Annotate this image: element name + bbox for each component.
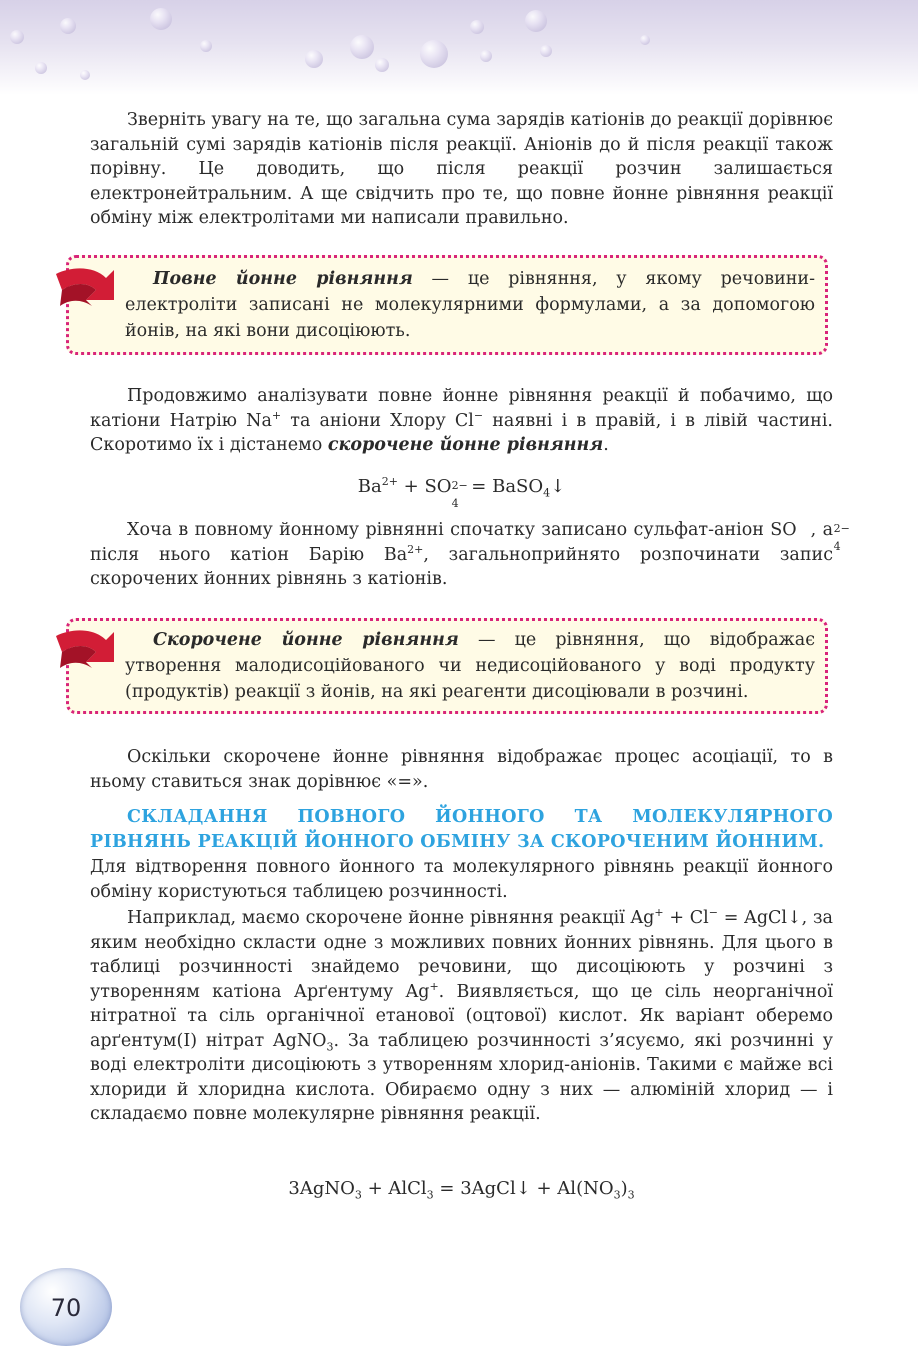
red-arrow-icon (52, 622, 122, 678)
section-heading: СКЛАДАННЯ ПОВНОГО ЙОННОГО ТА МОЛЕКУЛЯРНОГО РІВНЯНЬ РЕАКЦІЙ ЙОННОГО ОБМІНУ ЗА СКОРОЧЕНИМ ЙОННИМ. (90, 807, 833, 852)
definition-full-ionic-equation (66, 255, 828, 355)
definition-term: Повне йонне рівняння (153, 269, 413, 289)
definition-text (125, 266, 815, 344)
header-bubbles-decoration (0, 0, 918, 95)
paragraph-cation-first: Хоча в повному йонному рівнянні спочатку записано сульфат-аніон SO 2− 4 , а після нього катіон Барію $Ba^{2+}$, загальноприйнято розпочинати запис скорочених йонних рівнянь з катіонів. (90, 520, 850, 589)
red-arrow-icon (52, 260, 122, 316)
equation-short-ionic: $Ba^{2+}$ + SO 2− 4 = BaSO$_4$↓ (357, 475, 566, 510)
definition-text (125, 627, 815, 705)
definition-body: — це рівняння, у якому речовини-електроліти записані не молекулярними формулами, а за допомогою йонів, на які вони дисоціюють. (125, 269, 815, 341)
paragraph-charges: Зверніть увагу на те, що загальна сума зарядів катіонів до реакції дорівнює загальній сумі зарядів катіонів після реакції. Аніонів до й після реакції також порівну. Це доводить, що після реакції розчин залишається електронейтральним. А ще свідчить про те, що повне йонне рівняння реакції обміну між електролітами ми написали правильно. (90, 110, 833, 228)
equation-molecular: 3AgNO$_3$ + AlCl$_3$ = 3AgCl↓ + $Al(NO_3)_3$ (288, 1178, 635, 1202)
definition-term: Скорочене йонне рівняння (153, 630, 459, 650)
page-number-badge (20, 1268, 112, 1346)
definition-body: — це рівняння, що відображає утворення малодисоційованого чи недисоційованого у воді продукту (продуктів) реакції з йонів, на які реагенти дисоціювали в розчині. (125, 630, 816, 702)
paragraph-solubility-table: Для відтворення повного йонного та молекулярного рівнянь реакції йонного обміну користуються таблицею розчинності. (90, 857, 833, 902)
page-number: 70 (50, 1294, 82, 1322)
definition-short-ionic-equation (66, 618, 828, 714)
paragraph-association: Оскільки скорочене йонне рівняння відображає процес асоціації, то в ньому ставиться знак дорівнює «=». (90, 747, 833, 792)
paragraph-continue-analysis: Продовжимо аналізувати повне йонне рівняння реакції й побачимо, що катіони Натрію Na+ та аніони Хлору Cl− наявні і в правій, і в лівій частині. Скоротимо їх і дістанемо скорочене йонне рівняння. (90, 386, 833, 455)
paragraph-example: Наприклад, маємо скорочене йонне рівняння реакції Ag+ + Cl− = AgCl↓, за яким необхідно скласти одне з можливих повних йонних рівнянь. Для цього в таблиці розчинності знайдемо речовини, що дисоціюють у розчині з утворенням катіона Арґентуму Ag+. Виявляється, що це сіль неорганічної нітратної та сіль органічної етанової (оцтової) кислот. Як варіант оберемо арґентум(І) нітрат AgNO$_3$. За таблицею розчинності з’ясуємо, які розчинні у воді електроліти дисоціюють з утворенням хлорид-аніонів. Такими є майже всі хлориди й хлоридна кислота. Обираємо одну з них — алюміній хлорид — і складаємо повне молекулярне рівняння реакції. (90, 906, 833, 1124)
term-short-ionic-equation: скорочене йонне рівняння (327, 435, 604, 455)
